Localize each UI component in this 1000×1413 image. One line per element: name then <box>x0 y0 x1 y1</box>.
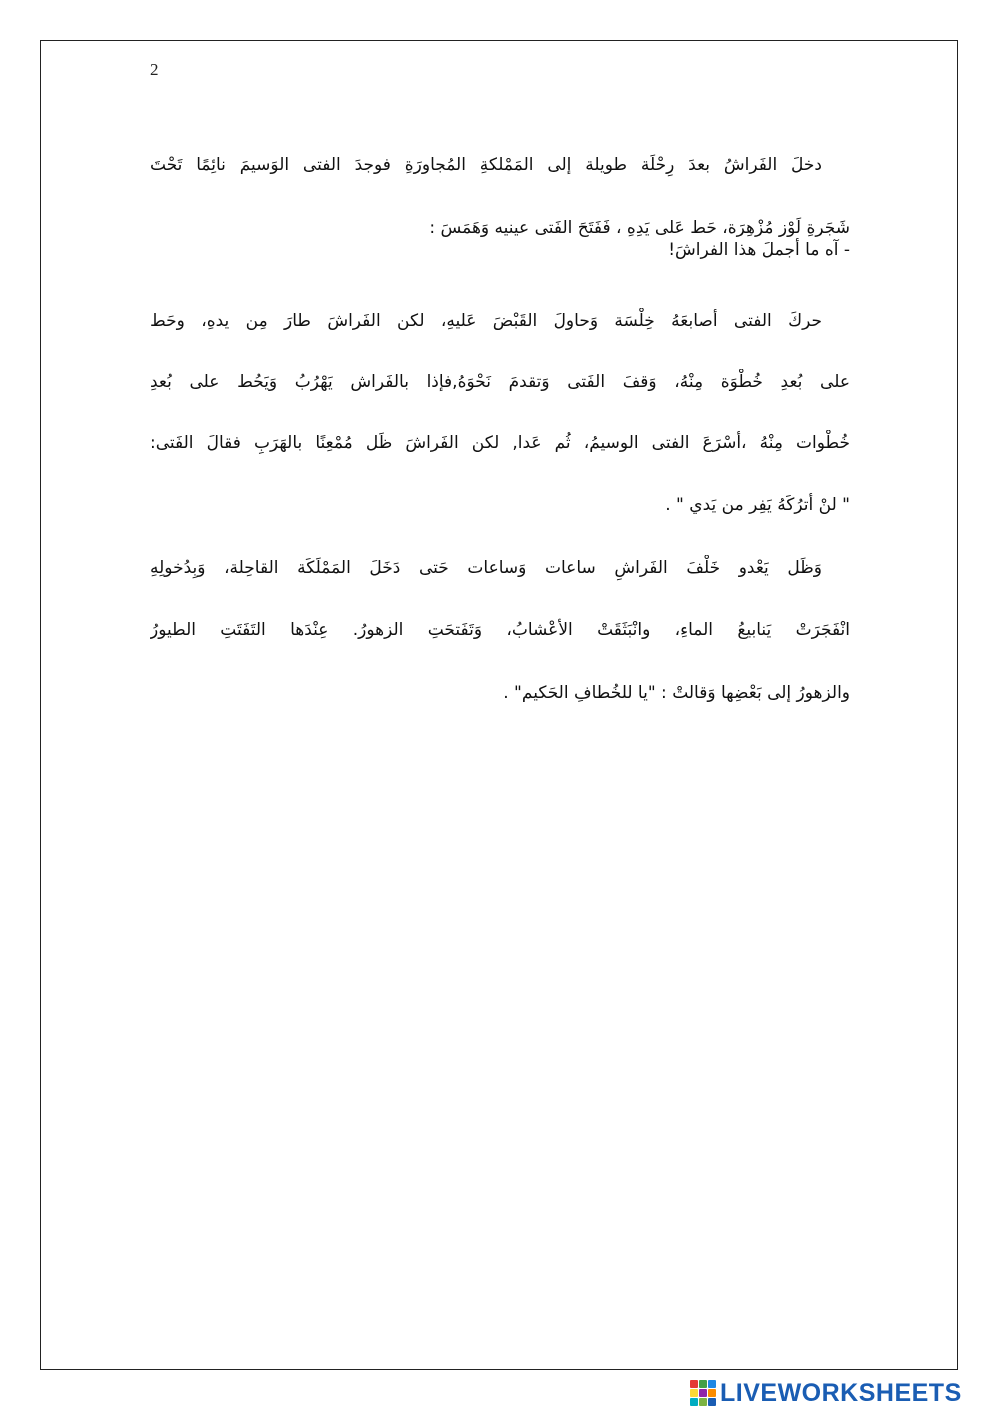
paragraph-3-line-2 <box>150 617 850 643</box>
logo-square <box>699 1380 707 1388</box>
paragraph-3-line-3 <box>150 680 850 706</box>
logo-squares-icon <box>690 1380 716 1406</box>
paragraph-2-line-3 <box>150 430 850 456</box>
paragraph-1 <box>150 152 850 178</box>
paragraph-line: وَظَل يَعْدو خَلْفَ الفَراشِ ساعات وَساعات حَتى دَخَلَ المَمْلَكَة القاحِلة، وَبِدُخولِهِ <box>150 558 822 578</box>
logo-square <box>699 1398 707 1406</box>
brand-name: LIVEWORKSHEETS <box>720 1378 962 1407</box>
paragraph-2-line-4 <box>150 492 850 518</box>
paragraph-line: على بُعدِ خُطْوَة مِنْهُ، وَقفَ الفَتى وَتقدمَ نَحْوَهُ,فإذا بالفَراش يَهْرُبُ وَيَحُط على بُعدِ <box>150 372 850 392</box>
logo-square <box>708 1398 716 1406</box>
paragraph-line: دخلَ الفَراشُ بعدَ رِحْلَة طويلة إلى المَمْلكةِ المُجاورَةِ فوجدَ الفتى الوَسيمَ نائِمًا تَحْتَ <box>150 155 822 175</box>
paragraph-line: شَجَرةِ لَوْز مُزْهِرَة، حَط عَلى يَدِهِ ، فَفَتَحَ الفَتى عينيه وَهَمَسَ : <box>429 218 850 238</box>
paragraph-2 <box>150 308 850 334</box>
paragraph-line: انْفَجَرَتْ يَنابيعُ الماءِ، وانْبَثَقَتْ الأعْشابُ، وَتَفَتحَتِ الزهورُ. عِنْدَها التَفَتَتِ الطيورُ <box>150 620 850 640</box>
logo-square <box>708 1380 716 1388</box>
paragraph-2-line-2 <box>150 369 850 395</box>
paragraph-line: والزهورُ إلى بَعْضِها وَقالتْ : "يا للخُطافِ الحَكيم" . <box>503 683 850 703</box>
page-number: 2 <box>150 60 159 79</box>
liveworksheets-logo[interactable] <box>690 1378 962 1408</box>
logo-square <box>690 1389 698 1397</box>
paragraph-3 <box>150 555 850 581</box>
logo-square <box>708 1389 716 1397</box>
paragraph-line: خُطْوات مِنْهُ ،أسْرَعَ الفتى الوسيمُ، ثُم عَدا, لكن الفَراشَ ظَل مُمْعِنًا بالهَرَبِ فقالَ الفَتى: <box>150 433 850 453</box>
paragraph-line: حركَ الفتى أصابعَهُ خِلْسَة وَحاولَ القَبْضَ عَليهِ، لكن الفَراشَ طارَ مِن يدهِ، وحَط <box>150 311 822 331</box>
paragraph-line: " لنْ أترُكَهُ يَفِر من يَدي " . <box>665 495 850 515</box>
logo-square <box>699 1389 707 1397</box>
paragraph-line: - آه ما أجملَ هذا الفراشَ! <box>668 240 850 260</box>
paragraph-1-cont <box>150 215 850 263</box>
logo-square <box>690 1380 698 1388</box>
logo-square <box>690 1398 698 1406</box>
